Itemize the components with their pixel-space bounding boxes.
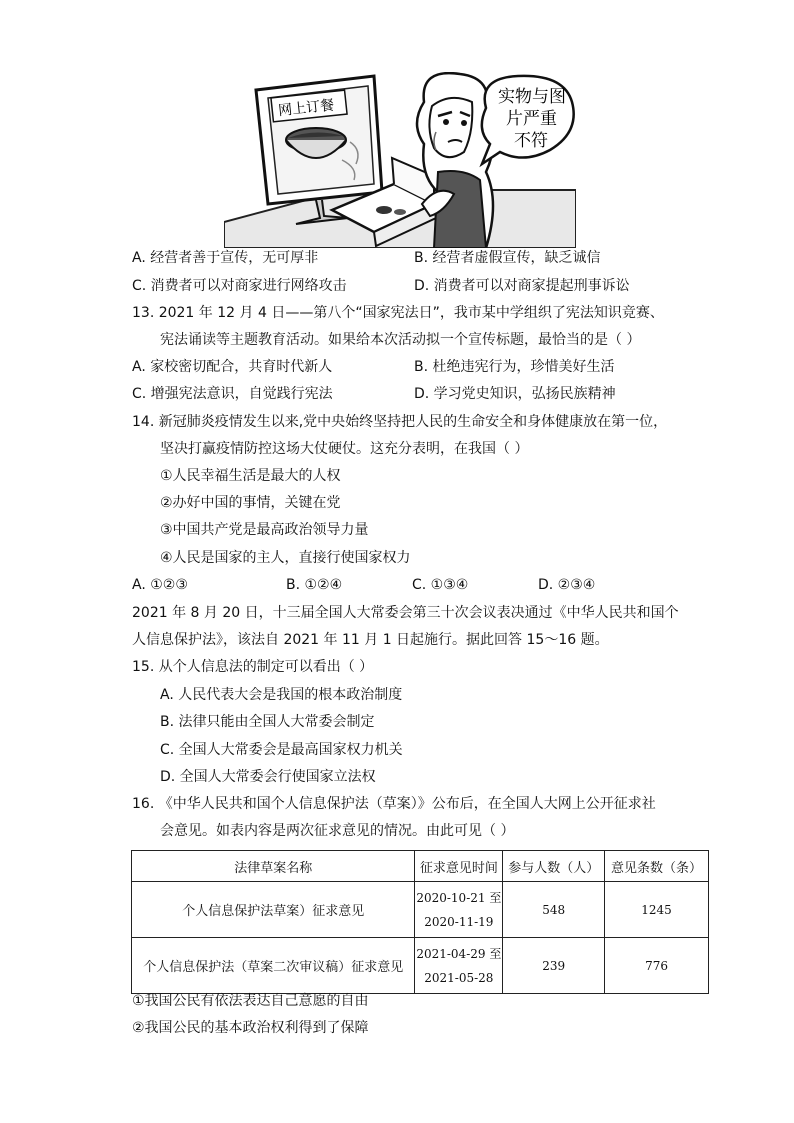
bubble-line-3: 不符 <box>514 131 548 151</box>
bubble-line-2: 片严重 <box>506 109 557 129</box>
table-cell-people: 239 <box>503 938 605 994</box>
q13-option-a: A. 家校密切配合，共育时代新人 <box>132 359 333 375</box>
q15-option-a: A. 人民代表大会是我国的根本政治制度 <box>160 687 403 703</box>
q15-option-c: C. 全国人大常委会是最高国家权力机关 <box>160 742 403 758</box>
table-cell-people: 548 <box>503 882 605 938</box>
table-cell-opinions: 1245 <box>605 882 709 938</box>
q12-option-b: B. 经营者虚假宣传，缺乏诚信 <box>414 250 601 266</box>
q13-option-d: D. 学习党史知识，弘扬民族精神 <box>414 386 616 402</box>
q12-option-d: D. 消费者可以对商家提起刑事诉讼 <box>414 278 630 294</box>
intro-line-2: 人信息保护法》，该法自 2021 年 11 月 1 日起施行。据此回答 15～16 题。 <box>132 632 609 648</box>
q13-option-c: C. 增强宪法意识，自觉践行宪法 <box>132 386 333 402</box>
table-cell-name: 个人信息保护法（草案二次审议稿）征求意见 <box>132 938 415 994</box>
intro-line-1: 2021 年 8 月 20 日，十三届全国人大常委会第三十次会议表决通过《中华人民共和国个 <box>132 605 679 621</box>
table-header-row <box>132 851 709 882</box>
table-row <box>132 938 709 994</box>
table-header: 参与人数（人） <box>503 851 605 882</box>
speech-bubble <box>482 76 574 164</box>
table-cell-name: 个人信息保护法草案）征求意见 <box>132 882 415 938</box>
table-cell-date: 2020-10-21 至 2020-11-19 <box>415 882 503 938</box>
q16-item-1: ①我国公民有依法表达自己意愿的自由 <box>132 993 369 1009</box>
q15-option-b: B. 法律只能由全国人大常委会制定 <box>160 714 375 730</box>
q14-option-a: A. ①②③ <box>132 577 188 593</box>
q16-item-2: ②我国公民的基本政治权利得到了保障 <box>132 1020 369 1036</box>
table-header: 意见条数（条） <box>605 851 709 882</box>
q12-option-a: A. 经营者善于宣传，无可厚非 <box>132 250 319 266</box>
table-cell-opinions: 776 <box>605 938 709 994</box>
online-order-cartoon <box>224 72 576 248</box>
q14-item-1: ①人民幸福生活是最大的人权 <box>160 468 341 484</box>
table-header: 法律草案名称 <box>132 851 415 882</box>
q13-stem-line-1: 13. 2021 年 12 月 4 日——第八个“国家宪法日”，我市某中学组织了宪法知识竞赛、 <box>132 305 664 321</box>
table-cell-date: 2021-04-29 至 2021-05-28 <box>415 938 503 994</box>
table-header: 征求意见时间 <box>415 851 503 882</box>
q13-option-b: B. 杜绝违宪行为，珍惜美好生活 <box>414 359 615 375</box>
q14-item-2: ②办好中国的事情，关键在党 <box>160 495 341 511</box>
bubble-line-1: 实物与图 <box>498 87 566 107</box>
screen-text: 网上订餐 <box>277 97 335 120</box>
q14-item-4: ④人民是国家的主人，直接行使国家权力 <box>160 550 411 566</box>
q12-option-c: C. 消费者可以对商家进行网络攻击 <box>132 278 347 294</box>
q14-stem-line-2: 坚决打赢疫情防控这场大仗硬仗。这充分表明，在我国（ ） <box>160 441 529 457</box>
q14-option-c: C. ①③④ <box>412 577 469 593</box>
q16-stem-line-2: 会意见。如表内容是两次征求意见的情况。由此可见（ ） <box>160 823 515 839</box>
q14-option-d: D. ②③④ <box>538 577 596 593</box>
consultation-table <box>131 850 709 994</box>
q14-item-3: ③中国共产党是最高政治领导力量 <box>160 522 369 538</box>
q15-option-d: D. 全国人大常委会行使国家立法权 <box>160 769 376 785</box>
q14-option-b: B. ①②④ <box>286 577 343 593</box>
q15-stem: 15. 从个人信息法的制定可以看出（ ） <box>132 659 374 675</box>
q13-stem-line-2: 宪法诵读等主题教育活动。如果给本次活动拟一个宣传标题，最恰当的是（ ） <box>160 332 641 348</box>
q14-stem-line-1: 14. 新冠肺炎疫情发生以来,党中央始终坚持把人民的生命安全和身体健康放在第一位， <box>132 414 668 430</box>
q16-stem-line-1: 16. 《中华人民共和国个人信息保护法（草案）》公布后，在全国人大网上公开征求社 <box>132 796 656 812</box>
table-row <box>132 882 709 938</box>
